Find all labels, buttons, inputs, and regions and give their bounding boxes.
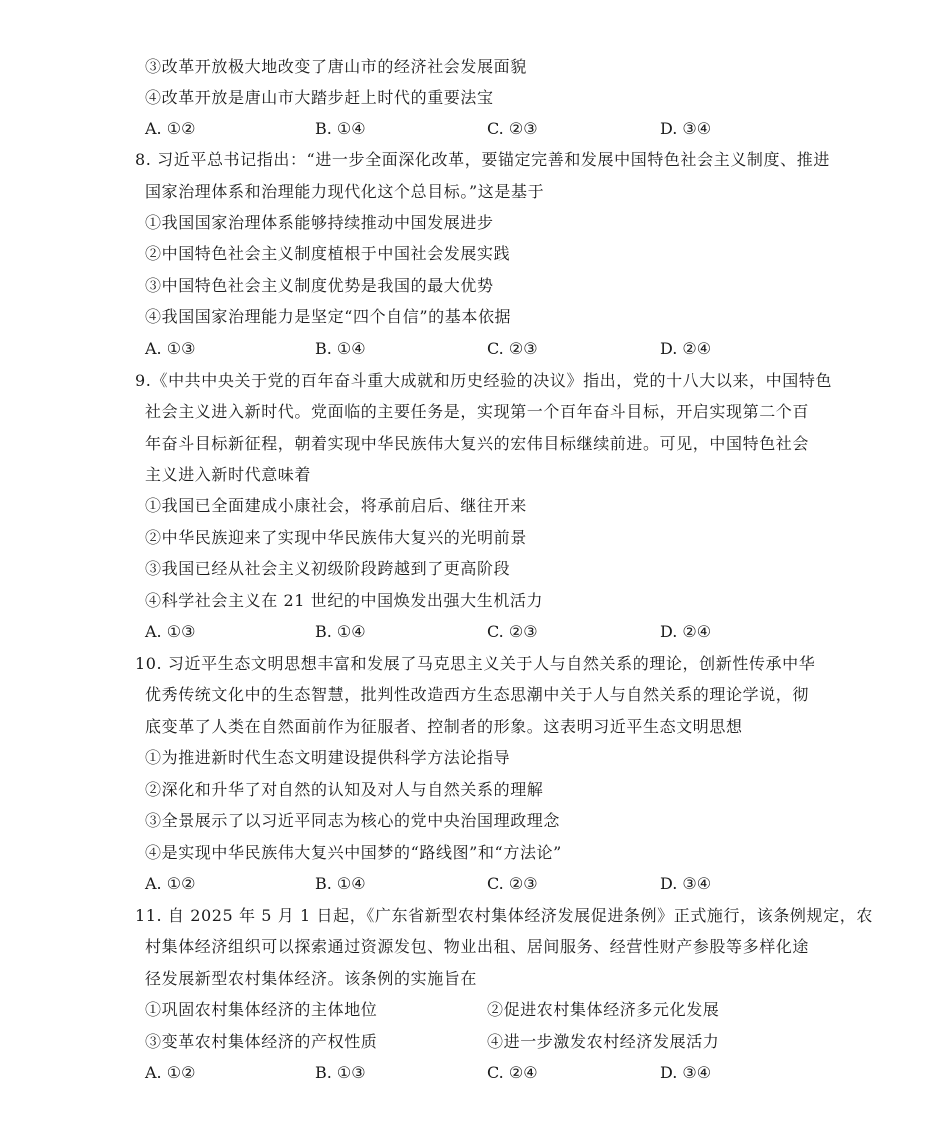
q9-stem-line-1: 9.《中共中央关于党的百年奋斗重大成就和历史经验的决议》指出，党的十八大以来，中国特色 (135, 371, 833, 390)
q11-stem-line-3: 径发展新型农村集体经济。该条例的实施旨在 (145, 969, 478, 988)
q7-option-b[interactable]: B. ①④ (315, 119, 366, 138)
q11-statement-3: ③变革农村集体经济的产权性质 (145, 1032, 378, 1051)
q10-statement-3: ③全景展示了以习近平同志为核心的党中央治国理政理念 (145, 811, 561, 830)
q8-statement-1: ①我国国家治理体系能够持续推动中国发展进步 (145, 213, 494, 232)
q7-statement-3: ③改革开放极大地改变了唐山市的经济社会发展面貌 (145, 57, 527, 76)
q10-statement-2: ②深化和升华了对自然的认知及对人与自然关系的理解 (145, 780, 544, 799)
q9-statement-3: ③我国已经从社会主义初级阶段跨越到了更高阶段 (145, 559, 511, 578)
q8-option-d[interactable]: D. ②④ (660, 339, 712, 358)
q9-option-c[interactable]: C. ②③ (487, 622, 538, 641)
q7-option-a[interactable]: A. ①② (145, 119, 196, 138)
q8-option-c[interactable]: C. ②③ (487, 339, 538, 358)
q9-stem-line-3: 年奋斗目标新征程，朝着实现中华民族伟大复兴的宏伟目标继续前进。可见，中国特色社会 (145, 434, 810, 453)
q10-stem-line-1: 10. 习近平生态文明思想丰富和发展了马克思主义关于人与自然关系的理论，创新性传承中华 (135, 654, 816, 673)
q9-option-b[interactable]: B. ①④ (315, 622, 366, 641)
q10-option-a[interactable]: A. ①② (145, 874, 196, 893)
q11-stem-line-1: 11. 自 2025 年 5 月 1 日起，《广东省新型农村集体经济发展促进条例》正式施行，该条例规定，农 (135, 906, 873, 925)
q9-stem-line-2: 社会主义进入新时代。党面临的主要任务是，实现第一个百年奋斗目标，开启实现第二个百 (145, 402, 810, 421)
q9-statement-1: ①我国已全面建成小康社会，将承前启后、继往开来 (145, 496, 527, 515)
q8-stem-line-2: 国家治理体系和治理能力现代化这个总目标。”这是基于 (145, 182, 545, 201)
q7-option-c[interactable]: C. ②③ (487, 119, 538, 138)
q10-stem-line-2: 优秀传统文化中的生态智慧，批判性改造西方生态思潮中关于人与自然关系的理论学说，彻 (145, 685, 810, 704)
q8-statement-3: ③中国特色社会主义制度优势是我国的最大优势 (145, 276, 494, 295)
q10-option-c[interactable]: C. ②③ (487, 874, 538, 893)
q8-stem-line-1: 8. 习近平总书记指出：“进一步全面深化改革，要锚定完善和发展中国特色社会主义制度、推进 (135, 150, 830, 169)
q9-option-d[interactable]: D. ②④ (660, 622, 712, 641)
q10-stem-line-3: 底变革了人类在自然面前作为征服者、控制者的形象。这表明习近平生态文明思想 (145, 717, 743, 736)
q9-statement-2: ②中华民族迎来了实现中华民族伟大复兴的光明前景 (145, 528, 527, 547)
q8-statement-4: ④我国国家治理能力是坚定“四个自信”的基本依据 (145, 307, 512, 326)
q8-option-b[interactable]: B. ①④ (315, 339, 366, 358)
q8-option-a[interactable]: A. ①③ (145, 339, 196, 358)
q11-option-c[interactable]: C. ②④ (487, 1063, 538, 1082)
q10-option-d[interactable]: D. ③④ (660, 874, 712, 893)
q10-statement-4: ④是实现中华民族伟大复兴中国梦的“路线图”和“方法论” (145, 843, 562, 862)
q8-statement-2: ②中国特色社会主义制度植根于中国社会发展实践 (145, 244, 511, 263)
q11-statement-4: ④进一步激发农村经济发展活力 (487, 1032, 720, 1051)
q10-statement-1: ①为推进新时代生态文明建设提供科学方法论指导 (145, 748, 511, 767)
q11-option-d[interactable]: D. ③④ (660, 1063, 712, 1082)
q11-option-b[interactable]: B. ①③ (315, 1063, 366, 1082)
q9-stem-line-4: 主义进入新时代意味着 (145, 465, 312, 484)
q11-option-a[interactable]: A. ①② (145, 1063, 196, 1082)
q9-statement-4: ④科学社会主义在 21 世纪的中国焕发出强大生机活力 (145, 591, 544, 610)
q10-option-b[interactable]: B. ①④ (315, 874, 366, 893)
q7-option-d[interactable]: D. ③④ (660, 119, 712, 138)
q11-statement-2: ②促进农村集体经济多元化发展 (487, 1000, 720, 1019)
q9-option-a[interactable]: A. ①③ (145, 622, 196, 641)
q11-stem-line-2: 村集体经济组织可以探索通过资源发包、物业出租、居间服务、经营性财产参股等多样化途 (145, 937, 810, 956)
q7-statement-4: ④改革开放是唐山市大踏步赶上时代的重要法宝 (145, 88, 494, 107)
q11-statement-1: ①巩固农村集体经济的主体地位 (145, 1000, 378, 1019)
